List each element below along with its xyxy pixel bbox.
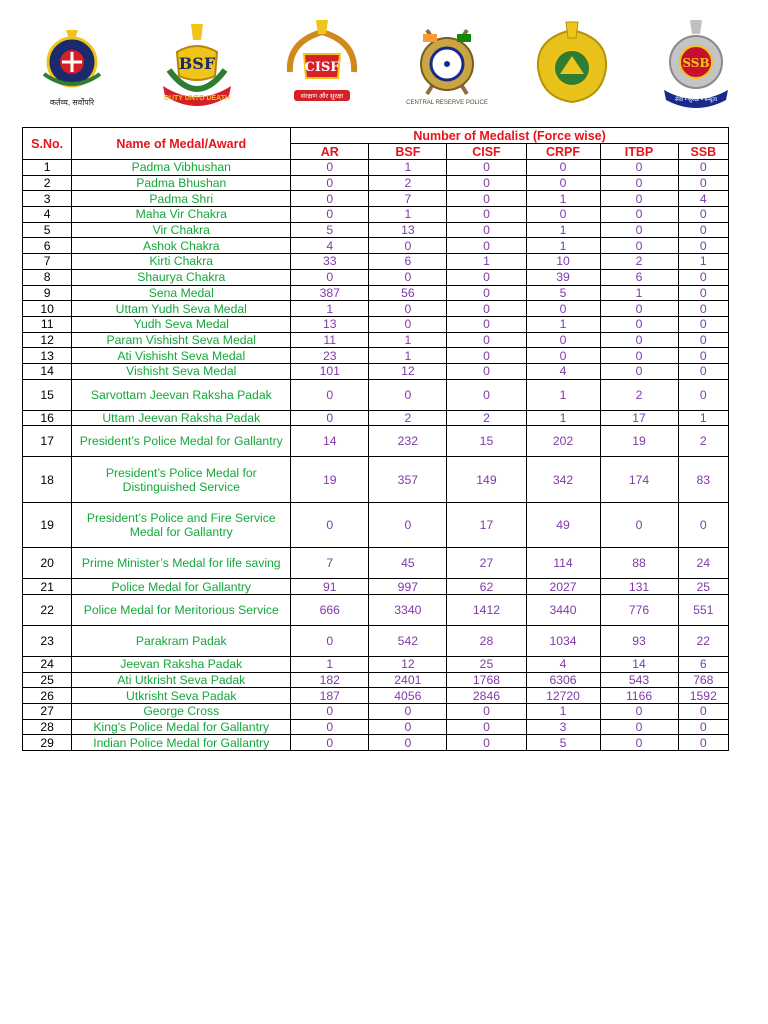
medalist-count-itbp: 0 <box>600 704 678 720</box>
medalist-count-cisf: 0 <box>447 348 526 364</box>
itbp-emblem-icon <box>522 12 622 112</box>
serial-number-cell: 20 <box>23 548 72 579</box>
medalist-count-itbp: 776 <box>600 595 678 626</box>
medal-name-cell: Shaurya Chakra <box>72 269 291 285</box>
medalist-count-bsf: 7 <box>369 191 447 207</box>
serial-number-cell: 29 <box>23 735 72 751</box>
medalist-count-ar: 0 <box>291 626 369 657</box>
medalist-count-crpf: 4 <box>526 657 600 673</box>
medalist-count-cisf: 25 <box>447 657 526 673</box>
serial-number-cell: 23 <box>23 626 72 657</box>
medalist-count-ar: 5 <box>291 222 369 238</box>
assam-rifles-emblem-icon <box>22 12 122 112</box>
medalist-count-itbp: 2 <box>600 379 678 410</box>
medalist-count-bsf: 0 <box>369 238 447 254</box>
medalist-count-ssb: 2 <box>678 426 728 457</box>
medal-name-cell: Padma Shri <box>72 191 291 207</box>
table-row <box>23 457 729 503</box>
medalist-count-bsf: 45 <box>369 548 447 579</box>
medalist-count-bsf: 2 <box>369 410 447 426</box>
medalist-count-itbp: 131 <box>600 579 678 595</box>
table-row <box>23 735 729 751</box>
medal-name-cell: Param Vishisht Seva Medal <box>72 332 291 348</box>
medalist-count-cisf: 1412 <box>447 595 526 626</box>
logo-motto-ar: कर्तव्य, सर्वोपरि <box>49 98 95 107</box>
serial-number-cell: 22 <box>23 595 72 626</box>
medalist-count-itbp: 0 <box>600 301 678 317</box>
table-row <box>23 426 729 457</box>
serial-number-cell: 12 <box>23 332 72 348</box>
medal-name-cell: Utkrisht Seva Padak <box>72 688 291 704</box>
medalist-count-ar: 4 <box>291 238 369 254</box>
medalist-count-crpf: 4 <box>526 363 600 379</box>
medal-name-cell: Prime Minister’s Medal for life saving <box>72 548 291 579</box>
medalist-count-cisf: 0 <box>447 222 526 238</box>
medalist-count-ar: 0 <box>291 269 369 285</box>
medal-name-cell: Kirti Chakra <box>72 254 291 270</box>
medalist-count-ssb: 0 <box>678 363 728 379</box>
medalist-count-bsf: 2 <box>369 175 447 191</box>
medalist-count-ssb: 24 <box>678 548 728 579</box>
medalist-count-ar: 7 <box>291 548 369 579</box>
medalist-count-bsf: 3340 <box>369 595 447 626</box>
medal-name-cell: Sarvottam Jeevan Raksha Padak <box>72 379 291 410</box>
medalist-count-bsf: 1 <box>369 332 447 348</box>
medalist-count-itbp: 0 <box>600 348 678 364</box>
serial-number-cell: 18 <box>23 457 72 503</box>
medalist-count-bsf: 4056 <box>369 688 447 704</box>
medalist-count-ar: 0 <box>291 160 369 176</box>
table-row <box>23 222 729 238</box>
table-row <box>23 548 729 579</box>
medalist-count-crpf: 0 <box>526 160 600 176</box>
medalist-count-itbp: 17 <box>600 410 678 426</box>
medalist-count-ssb: 768 <box>678 672 728 688</box>
medal-name-cell: Sena Medal <box>72 285 291 301</box>
medalist-count-ar: 101 <box>291 363 369 379</box>
medalist-count-ssb: 0 <box>678 503 728 548</box>
medalist-count-itbp: 0 <box>600 175 678 191</box>
medal-name-cell: Padma Vibhushan <box>72 160 291 176</box>
serial-number-cell: 2 <box>23 175 72 191</box>
medalist-count-ar: 0 <box>291 410 369 426</box>
medalist-count-ssb: 6 <box>678 657 728 673</box>
medalist-count-cisf: 1768 <box>447 672 526 688</box>
medalist-count-itbp: 0 <box>600 363 678 379</box>
medalist-count-cisf: 17 <box>447 503 526 548</box>
medalist-count-ar: 1 <box>291 657 369 673</box>
medalist-count-cisf: 15 <box>447 426 526 457</box>
medalist-count-crpf: 0 <box>526 348 600 364</box>
medalist-count-ar: 19 <box>291 457 369 503</box>
medalist-count-ssb: 0 <box>678 269 728 285</box>
medalist-count-cisf: 1 <box>447 254 526 270</box>
header-force-ssb: SSB <box>678 144 728 160</box>
medal-name-cell: Uttam Jeevan Raksha Padak <box>72 410 291 426</box>
medalist-count-ssb: 0 <box>678 222 728 238</box>
medalist-count-bsf: 1 <box>369 207 447 223</box>
medalist-count-ar: 0 <box>291 735 369 751</box>
medalist-count-bsf: 0 <box>369 503 447 548</box>
medalist-count-crpf: 0 <box>526 332 600 348</box>
table-row <box>23 379 729 410</box>
table-row <box>23 332 729 348</box>
table-row <box>23 626 729 657</box>
medalist-count-itbp: 0 <box>600 735 678 751</box>
medalist-count-cisf: 0 <box>447 379 526 410</box>
medalist-count-ar: 0 <box>291 704 369 720</box>
table-row <box>23 704 729 720</box>
medalist-count-crpf: 2027 <box>526 579 600 595</box>
force-logos-strip <box>22 12 746 117</box>
medalist-count-ssb: 0 <box>678 719 728 735</box>
medal-name-cell: President’s Police Medal for Gallantry <box>72 426 291 457</box>
serial-number-cell: 16 <box>23 410 72 426</box>
medalist-count-cisf: 0 <box>447 238 526 254</box>
medalist-count-cisf: 2 <box>447 410 526 426</box>
medal-name-cell: Ashok Chakra <box>72 238 291 254</box>
medalist-count-crpf: 1 <box>526 410 600 426</box>
medalist-count-itbp: 0 <box>600 207 678 223</box>
serial-number-cell: 21 <box>23 579 72 595</box>
medal-name-cell: King's Police Medal for Gallantry <box>72 719 291 735</box>
serial-number-cell: 15 <box>23 379 72 410</box>
header-force-itbp: ITBP <box>600 144 678 160</box>
medal-name-cell: Ati Utkrisht Seva Padak <box>72 672 291 688</box>
medalist-count-bsf: 1 <box>369 160 447 176</box>
table-row <box>23 316 729 332</box>
medalist-count-ssb: 0 <box>678 175 728 191</box>
medalist-count-crpf: 5 <box>526 285 600 301</box>
logo-motto-ssb: सेवा • सुरक्षा • बन्धुत्व <box>674 97 718 103</box>
medalist-count-crpf: 1034 <box>526 626 600 657</box>
medalist-count-bsf: 0 <box>369 301 447 317</box>
medal-name-cell: Maha Vir Chakra <box>72 207 291 223</box>
medalist-count-bsf: 997 <box>369 579 447 595</box>
medal-name-cell: Ati Vishisht Seva Medal <box>72 348 291 364</box>
medal-name-cell: Police Medal for Gallantry <box>72 579 291 595</box>
serial-number-cell: 13 <box>23 348 72 364</box>
medalist-count-ar: 23 <box>291 348 369 364</box>
medalist-count-cisf: 0 <box>447 285 526 301</box>
table-row <box>23 579 729 595</box>
medalist-count-cisf: 0 <box>447 704 526 720</box>
medalist-count-bsf: 1 <box>369 348 447 364</box>
medalist-count-ssb: 0 <box>678 207 728 223</box>
medalist-count-ssb: 0 <box>678 160 728 176</box>
table-row <box>23 348 729 364</box>
medalist-count-crpf: 0 <box>526 207 600 223</box>
medalist-count-itbp: 6 <box>600 269 678 285</box>
serial-number-cell: 8 <box>23 269 72 285</box>
medalist-count-itbp: 0 <box>600 316 678 332</box>
medalist-count-itbp: 1166 <box>600 688 678 704</box>
header-force-crpf: CRPF <box>526 144 600 160</box>
medalist-count-cisf: 0 <box>447 175 526 191</box>
medalist-count-crpf: 1 <box>526 704 600 720</box>
header-force-ar: AR <box>291 144 369 160</box>
crpf-emblem-icon <box>397 12 497 112</box>
medalist-count-ssb: 4 <box>678 191 728 207</box>
medalist-count-bsf: 12 <box>369 363 447 379</box>
medalist-count-bsf: 2401 <box>369 672 447 688</box>
medalist-count-ssb: 1592 <box>678 688 728 704</box>
serial-number-cell: 5 <box>23 222 72 238</box>
medalist-count-ar: 0 <box>291 379 369 410</box>
medalist-count-crpf: 1 <box>526 238 600 254</box>
table-row <box>23 269 729 285</box>
medalist-count-ssb: 551 <box>678 595 728 626</box>
medalist-count-ssb: 0 <box>678 379 728 410</box>
medalist-count-cisf: 28 <box>447 626 526 657</box>
medalist-count-cisf: 0 <box>447 160 526 176</box>
medalist-count-itbp: 0 <box>600 332 678 348</box>
serial-number-cell: 25 <box>23 672 72 688</box>
medalist-count-cisf: 0 <box>447 207 526 223</box>
medalist-count-itbp: 0 <box>600 503 678 548</box>
logo-text-bsf: BSF <box>178 54 216 73</box>
table-row <box>23 657 729 673</box>
table-row <box>23 595 729 626</box>
medalist-count-ar: 0 <box>291 175 369 191</box>
medalist-count-ssb: 22 <box>678 626 728 657</box>
medalist-count-crpf: 3 <box>526 719 600 735</box>
bsf-emblem-icon <box>147 12 247 112</box>
medal-name-cell: Padma Bhushan <box>72 175 291 191</box>
medalist-count-itbp: 0 <box>600 160 678 176</box>
serial-number-cell: 1 <box>23 160 72 176</box>
medalist-count-cisf: 0 <box>447 719 526 735</box>
medalist-count-ar: 14 <box>291 426 369 457</box>
medalist-count-ar: 11 <box>291 332 369 348</box>
medalist-count-itbp: 174 <box>600 457 678 503</box>
medalist-count-ssb: 83 <box>678 457 728 503</box>
medalist-count-crpf: 202 <box>526 426 600 457</box>
medal-name-cell: Parakram Padak <box>72 626 291 657</box>
medalist-count-crpf: 0 <box>526 175 600 191</box>
table-row <box>23 719 729 735</box>
medalist-count-ssb: 25 <box>678 579 728 595</box>
logo-motto-cisf: संरक्षण और सुरक्षा <box>300 93 344 100</box>
medalist-count-itbp: 2 <box>600 254 678 270</box>
medalist-count-cisf: 0 <box>447 332 526 348</box>
medalist-count-crpf: 342 <box>526 457 600 503</box>
medalist-count-bsf: 0 <box>369 379 447 410</box>
medalist-count-ssb: 0 <box>678 348 728 364</box>
medalist-count-cisf: 2846 <box>447 688 526 704</box>
medalist-count-ssb: 0 <box>678 285 728 301</box>
medalist-count-itbp: 93 <box>600 626 678 657</box>
logo-motto-bsf: DUTY UNTO DEATH <box>163 95 231 102</box>
serial-number-cell: 14 <box>23 363 72 379</box>
medalist-count-ssb: 0 <box>678 704 728 720</box>
logo-text-cisf: CISF <box>304 60 340 75</box>
medalist-count-ssb: 0 <box>678 316 728 332</box>
table-row <box>23 285 729 301</box>
medalist-count-bsf: 542 <box>369 626 447 657</box>
medalist-count-itbp: 0 <box>600 238 678 254</box>
table-row <box>23 363 729 379</box>
medalist-count-crpf: 39 <box>526 269 600 285</box>
serial-number-cell: 26 <box>23 688 72 704</box>
table-row <box>23 254 729 270</box>
table-row <box>23 503 729 548</box>
medalist-count-ar: 0 <box>291 719 369 735</box>
logo-text-ssb: SSB <box>682 56 710 70</box>
table-row <box>23 207 729 223</box>
medalist-count-cisf: 149 <box>447 457 526 503</box>
medalist-count-bsf: 6 <box>369 254 447 270</box>
medalist-count-bsf: 0 <box>369 316 447 332</box>
medalist-count-ssb: 0 <box>678 238 728 254</box>
medalist-count-ar: 182 <box>291 672 369 688</box>
medalist-count-ssb: 1 <box>678 254 728 270</box>
medalist-count-itbp: 0 <box>600 719 678 735</box>
table-row <box>23 160 729 176</box>
medalist-count-cisf: 0 <box>447 316 526 332</box>
medalist-count-crpf: 1 <box>526 316 600 332</box>
serial-number-cell: 7 <box>23 254 72 270</box>
medal-rows <box>23 160 729 751</box>
medalist-count-cisf: 0 <box>447 301 526 317</box>
table-row <box>23 672 729 688</box>
medalist-count-itbp: 0 <box>600 222 678 238</box>
medalist-count-ar: 33 <box>291 254 369 270</box>
medalist-count-bsf: 0 <box>369 704 447 720</box>
table-row <box>23 688 729 704</box>
serial-number-cell: 4 <box>23 207 72 223</box>
table-row <box>23 191 729 207</box>
medalist-count-ar: 0 <box>291 503 369 548</box>
medalist-count-crpf: 3440 <box>526 595 600 626</box>
medal-name-cell: Vishisht Seva Medal <box>72 363 291 379</box>
medalist-count-ssb: 0 <box>678 301 728 317</box>
medalist-count-ar: 13 <box>291 316 369 332</box>
medalist-count-ar: 387 <box>291 285 369 301</box>
serial-number-cell: 6 <box>23 238 72 254</box>
header-force-bsf: BSF <box>369 144 447 160</box>
medalist-count-ar: 91 <box>291 579 369 595</box>
header-force-cisf: CISF <box>447 144 526 160</box>
medalist-count-bsf: 0 <box>369 735 447 751</box>
medalist-count-crpf: 5 <box>526 735 600 751</box>
serial-number-cell: 9 <box>23 285 72 301</box>
medalist-count-ar: 187 <box>291 688 369 704</box>
medal-name-cell: Yudh Seva Medal <box>72 316 291 332</box>
medal-name-cell: President’s Police and Fire Service Medal for Gallantry <box>72 503 291 548</box>
medal-name-cell: Jeevan Raksha Padak <box>72 657 291 673</box>
medalist-table <box>22 127 729 751</box>
medalist-count-cisf: 0 <box>447 363 526 379</box>
medalist-count-itbp: 1 <box>600 285 678 301</box>
medalist-count-ar: 666 <box>291 595 369 626</box>
medalist-count-cisf: 62 <box>447 579 526 595</box>
medalist-count-ssb: 1 <box>678 410 728 426</box>
medalist-count-ssb: 0 <box>678 332 728 348</box>
medalist-count-bsf: 13 <box>369 222 447 238</box>
serial-number-cell: 10 <box>23 301 72 317</box>
serial-number-cell: 27 <box>23 704 72 720</box>
medalist-count-bsf: 56 <box>369 285 447 301</box>
medalist-count-ssb: 0 <box>678 735 728 751</box>
medalist-count-crpf: 49 <box>526 503 600 548</box>
medalist-count-crpf: 0 <box>526 301 600 317</box>
medalist-count-bsf: 232 <box>369 426 447 457</box>
medalist-count-cisf: 27 <box>447 548 526 579</box>
medal-name-cell: George Cross <box>72 704 291 720</box>
medalist-count-cisf: 0 <box>447 191 526 207</box>
logo-motto-crpf: CENTRAL RESERVE POLICE <box>406 100 488 106</box>
medalist-count-itbp: 88 <box>600 548 678 579</box>
medalist-count-crpf: 6306 <box>526 672 600 688</box>
table-row <box>23 238 729 254</box>
medal-name-cell: Police Medal for Meritorious Service <box>72 595 291 626</box>
medalist-count-cisf: 0 <box>447 269 526 285</box>
header-force-group: Number of Medalist (Force wise) <box>291 128 729 144</box>
medalist-count-ar: 0 <box>291 207 369 223</box>
medalist-count-crpf: 12720 <box>526 688 600 704</box>
ssb-emblem-icon <box>646 12 746 112</box>
medal-name-cell: Vir Chakra <box>72 222 291 238</box>
table-row <box>23 301 729 317</box>
medalist-count-crpf: 1 <box>526 379 600 410</box>
table-row <box>23 410 729 426</box>
medalist-count-crpf: 1 <box>526 191 600 207</box>
medalist-count-bsf: 0 <box>369 719 447 735</box>
header-sno: S.No. <box>23 128 72 160</box>
cisf-emblem-icon <box>272 12 372 112</box>
medalist-count-cisf: 0 <box>447 735 526 751</box>
medalist-count-itbp: 19 <box>600 426 678 457</box>
medalist-count-ar: 0 <box>291 191 369 207</box>
medalist-count-itbp: 543 <box>600 672 678 688</box>
medal-name-cell: Uttam Yudh Seva Medal <box>72 301 291 317</box>
medalist-count-itbp: 0 <box>600 191 678 207</box>
header-medal-name: Name of Medal/Award <box>72 128 291 160</box>
medal-name-cell: President’s Police Medal for Distinguished Service <box>72 457 291 503</box>
medalist-count-bsf: 12 <box>369 657 447 673</box>
serial-number-cell: 17 <box>23 426 72 457</box>
serial-number-cell: 11 <box>23 316 72 332</box>
table-row <box>23 175 729 191</box>
medalist-count-itbp: 14 <box>600 657 678 673</box>
serial-number-cell: 19 <box>23 503 72 548</box>
medalist-count-crpf: 1 <box>526 222 600 238</box>
serial-number-cell: 3 <box>23 191 72 207</box>
medalist-count-crpf: 114 <box>526 548 600 579</box>
medalist-count-bsf: 0 <box>369 269 447 285</box>
medalist-count-crpf: 10 <box>526 254 600 270</box>
medalist-count-bsf: 357 <box>369 457 447 503</box>
medalist-count-ar: 1 <box>291 301 369 317</box>
serial-number-cell: 28 <box>23 719 72 735</box>
serial-number-cell: 24 <box>23 657 72 673</box>
medal-name-cell: Indian Police Medal for Gallantry <box>72 735 291 751</box>
